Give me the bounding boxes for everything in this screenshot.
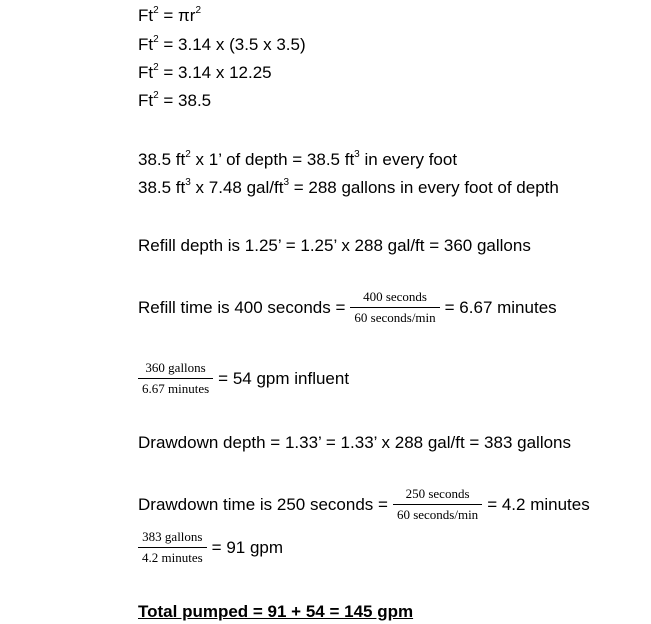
area-substitution-line — [138, 35, 306, 55]
refill-time-prefix: Refill time is 400 seconds = — [138, 297, 346, 317]
drawdown-time-prefix: Drawdown time is 250 seconds = — [138, 494, 388, 514]
fraction-numerator: 360 gallons — [138, 360, 213, 379]
area-formula-line — [138, 6, 201, 26]
drawdown-time-fraction — [393, 486, 482, 523]
volume-text: 38.5 ft — [138, 150, 186, 169]
fraction-denominator: 60 seconds/min — [354, 310, 436, 325]
superscript: 3 — [283, 177, 290, 189]
volume-text: x 1’ of depth = 38.5 ft — [190, 150, 355, 169]
gallons-per-foot-line — [138, 178, 559, 198]
influent-line — [136, 360, 349, 397]
volume-text: = 288 gallons in every foot of depth — [289, 178, 559, 197]
volume-text: x 7.48 gal/ft — [190, 178, 284, 197]
superscript: 2 — [153, 5, 159, 17]
refill-time-line — [138, 289, 557, 326]
fraction-numerator: 250 seconds — [393, 486, 482, 505]
fraction-numerator: 400 seconds — [350, 289, 439, 308]
superscript: 3 — [185, 177, 191, 189]
pump-rate-fraction — [138, 529, 207, 566]
drawdown-depth-line: Drawdown depth = 1.33’ = 1.33’ x 288 gal/ft = 383 gallons — [138, 433, 572, 452]
drawdown-time-result: = 4.2 minutes — [487, 494, 590, 514]
superscript: 2 — [153, 62, 159, 74]
fraction-denominator: 4.2 minutes — [142, 550, 203, 565]
area-multiply-line — [138, 63, 272, 83]
superscript: 2 — [153, 90, 159, 102]
drawdown-time-line — [138, 486, 590, 523]
area-rhs: = 38.5 — [158, 91, 212, 110]
fraction-denominator: 6.67 minutes — [142, 381, 210, 396]
total-pumped-line: Total pumped = 91 + 54 = 145 gpm — [138, 602, 414, 621]
superscript: 2 — [195, 5, 201, 17]
refill-time-result: = 6.67 minutes — [444, 297, 557, 317]
superscript: 2 — [185, 149, 191, 161]
fraction-denominator: 60 seconds/min — [396, 507, 479, 522]
area-result-line — [138, 91, 211, 111]
area-rhs: = 3.14 x (3.5 x 3.5) — [158, 35, 306, 54]
influent-fraction — [138, 360, 213, 397]
refill-depth-line: Refill depth is 1.25’ = 1.25’ x 288 gal/ft = 360 gallons — [138, 236, 531, 255]
fraction-numerator: 383 gallons — [138, 529, 207, 548]
volume-per-foot-line — [138, 150, 457, 170]
area-lhs: Ft — [138, 91, 154, 110]
area-lhs: Ft — [138, 63, 154, 82]
pump-rate-result: = 91 gpm — [211, 537, 284, 557]
area-lhs: Ft — [138, 35, 154, 54]
influent-result: = 54 gpm influent — [218, 368, 350, 388]
volume-text: in every foot — [359, 150, 458, 169]
volume-text: 38.5 ft — [138, 178, 186, 197]
area-lhs: Ft — [138, 6, 154, 25]
area-rhs: = 3.14 x 12.25 — [158, 63, 272, 82]
superscript: 3 — [354, 149, 360, 161]
refill-time-fraction — [350, 289, 439, 326]
pump-rate-line — [136, 529, 283, 566]
area-rhs: = πr — [158, 6, 196, 25]
superscript: 2 — [153, 34, 159, 46]
